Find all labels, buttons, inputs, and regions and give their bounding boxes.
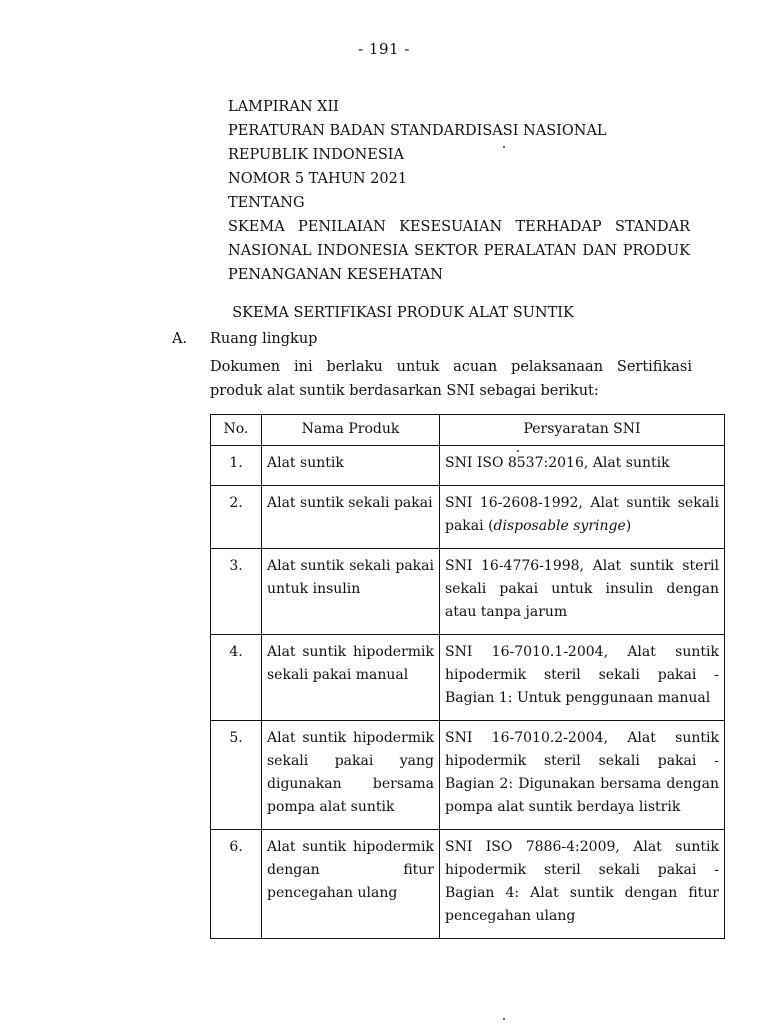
sni-requirement xyxy=(440,635,725,721)
table-row xyxy=(211,549,725,635)
heading-line: LAMPIRAN XII xyxy=(228,99,339,115)
requirement-text: SNI ISO 7886-4:2009, Alat suntik hipodermik steril sekali pakai - Bagian 4: Alat suntik dengan fitur pencegahan ulang xyxy=(445,839,719,924)
product-name: Alat suntik sekali pakai xyxy=(262,486,440,549)
sni-requirement xyxy=(440,486,725,549)
requirement-text: SNI 16-7010.2-2004, Alat suntik hipodermik steril sekali pakai - Bagian 2: Digunakan bersama dengan pompa alat suntik berdaya listrik xyxy=(445,730,719,815)
product-name: Alat suntik hipodermik dengan fitur pencegahan ulang xyxy=(262,830,440,939)
sni-requirement xyxy=(440,446,725,486)
row-number: 4. xyxy=(211,635,262,721)
requirement-tail: ) xyxy=(625,518,632,534)
heading-line: SKEMA PENILAIAN KESESUAIAN TERHADAP STANDAR xyxy=(228,219,690,235)
page-number: - 191 - xyxy=(358,40,410,58)
heading-line: PENANGANAN KESEHATAN xyxy=(228,267,443,283)
sni-requirement xyxy=(440,830,725,939)
heading-line: NASIONAL INDONESIA SEKTOR PERALATAN DAN PRODUK xyxy=(228,243,690,259)
row-number: 5. xyxy=(211,721,262,830)
header-requirement: Persyaratan SNI xyxy=(440,415,725,446)
table-row xyxy=(211,830,725,939)
row-number: 1. xyxy=(211,446,262,486)
sni-requirement xyxy=(440,721,725,830)
heading-line: TENTANG xyxy=(228,195,305,211)
requirement-text: SNI ISO 8537:2016, Alat suntik xyxy=(445,455,670,471)
table-row xyxy=(211,635,725,721)
product-name: Alat suntik hipodermik sekali pakai yang digunakan bersama pompa alat suntik xyxy=(262,721,440,830)
header-no: No. xyxy=(211,415,262,446)
product-name: Alat suntik sekali pakai untuk insulin xyxy=(262,549,440,635)
table-row xyxy=(211,446,725,486)
sni-requirement xyxy=(440,549,725,635)
heading-line: NOMOR 5 TAHUN 2021 xyxy=(228,171,408,187)
product-name: Alat suntik xyxy=(262,446,440,486)
requirement-text: SNI 16-7010.1-2004, Alat suntik hipodermik steril sekali pakai - Bagian 1: Untuk penggunaan manual xyxy=(445,644,719,706)
scheme-title: SKEMA SERTIFIKASI PRODUK ALAT SUNTIK xyxy=(232,305,574,321)
heading-line: PERATURAN BADAN STANDARDISASI NASIONAL xyxy=(228,123,607,139)
requirement-text: SNI 16-2608-1992, Alat suntik sekali pakai ( xyxy=(445,495,719,534)
requirement-italic-term: disposable syringe xyxy=(493,518,626,534)
table-header-row xyxy=(211,415,725,446)
product-name: Alat suntik hipodermik sekali pakai manual xyxy=(262,635,440,721)
scan-speck xyxy=(503,1018,505,1020)
row-number: 2. xyxy=(211,486,262,549)
table-row xyxy=(211,486,725,549)
requirement-text: SNI 16-4776-1998, Alat suntik steril sekali pakai untuk insulin dengan atau tanpa jarum xyxy=(445,558,719,620)
section-letter: A. xyxy=(172,331,188,347)
intro-line: Dokumen ini berlaku untuk acuan pelaksanaan Sertifikasi xyxy=(210,359,692,375)
intro-paragraph xyxy=(210,355,692,403)
table-row xyxy=(211,721,725,830)
intro-line: produk alat suntik berdasarkan SNI sebagai berikut: xyxy=(210,383,599,399)
row-number: 3. xyxy=(211,549,262,635)
scan-speck xyxy=(503,146,505,148)
header-product: Nama Produk xyxy=(262,415,440,446)
section-title: Ruang lingkup xyxy=(210,331,318,347)
row-number: 6. xyxy=(211,830,262,939)
regulation-heading xyxy=(228,95,690,287)
heading-line: REPUBLIK INDONESIA xyxy=(228,147,405,163)
sni-requirements-table xyxy=(210,414,725,939)
scan-speck xyxy=(517,450,519,452)
